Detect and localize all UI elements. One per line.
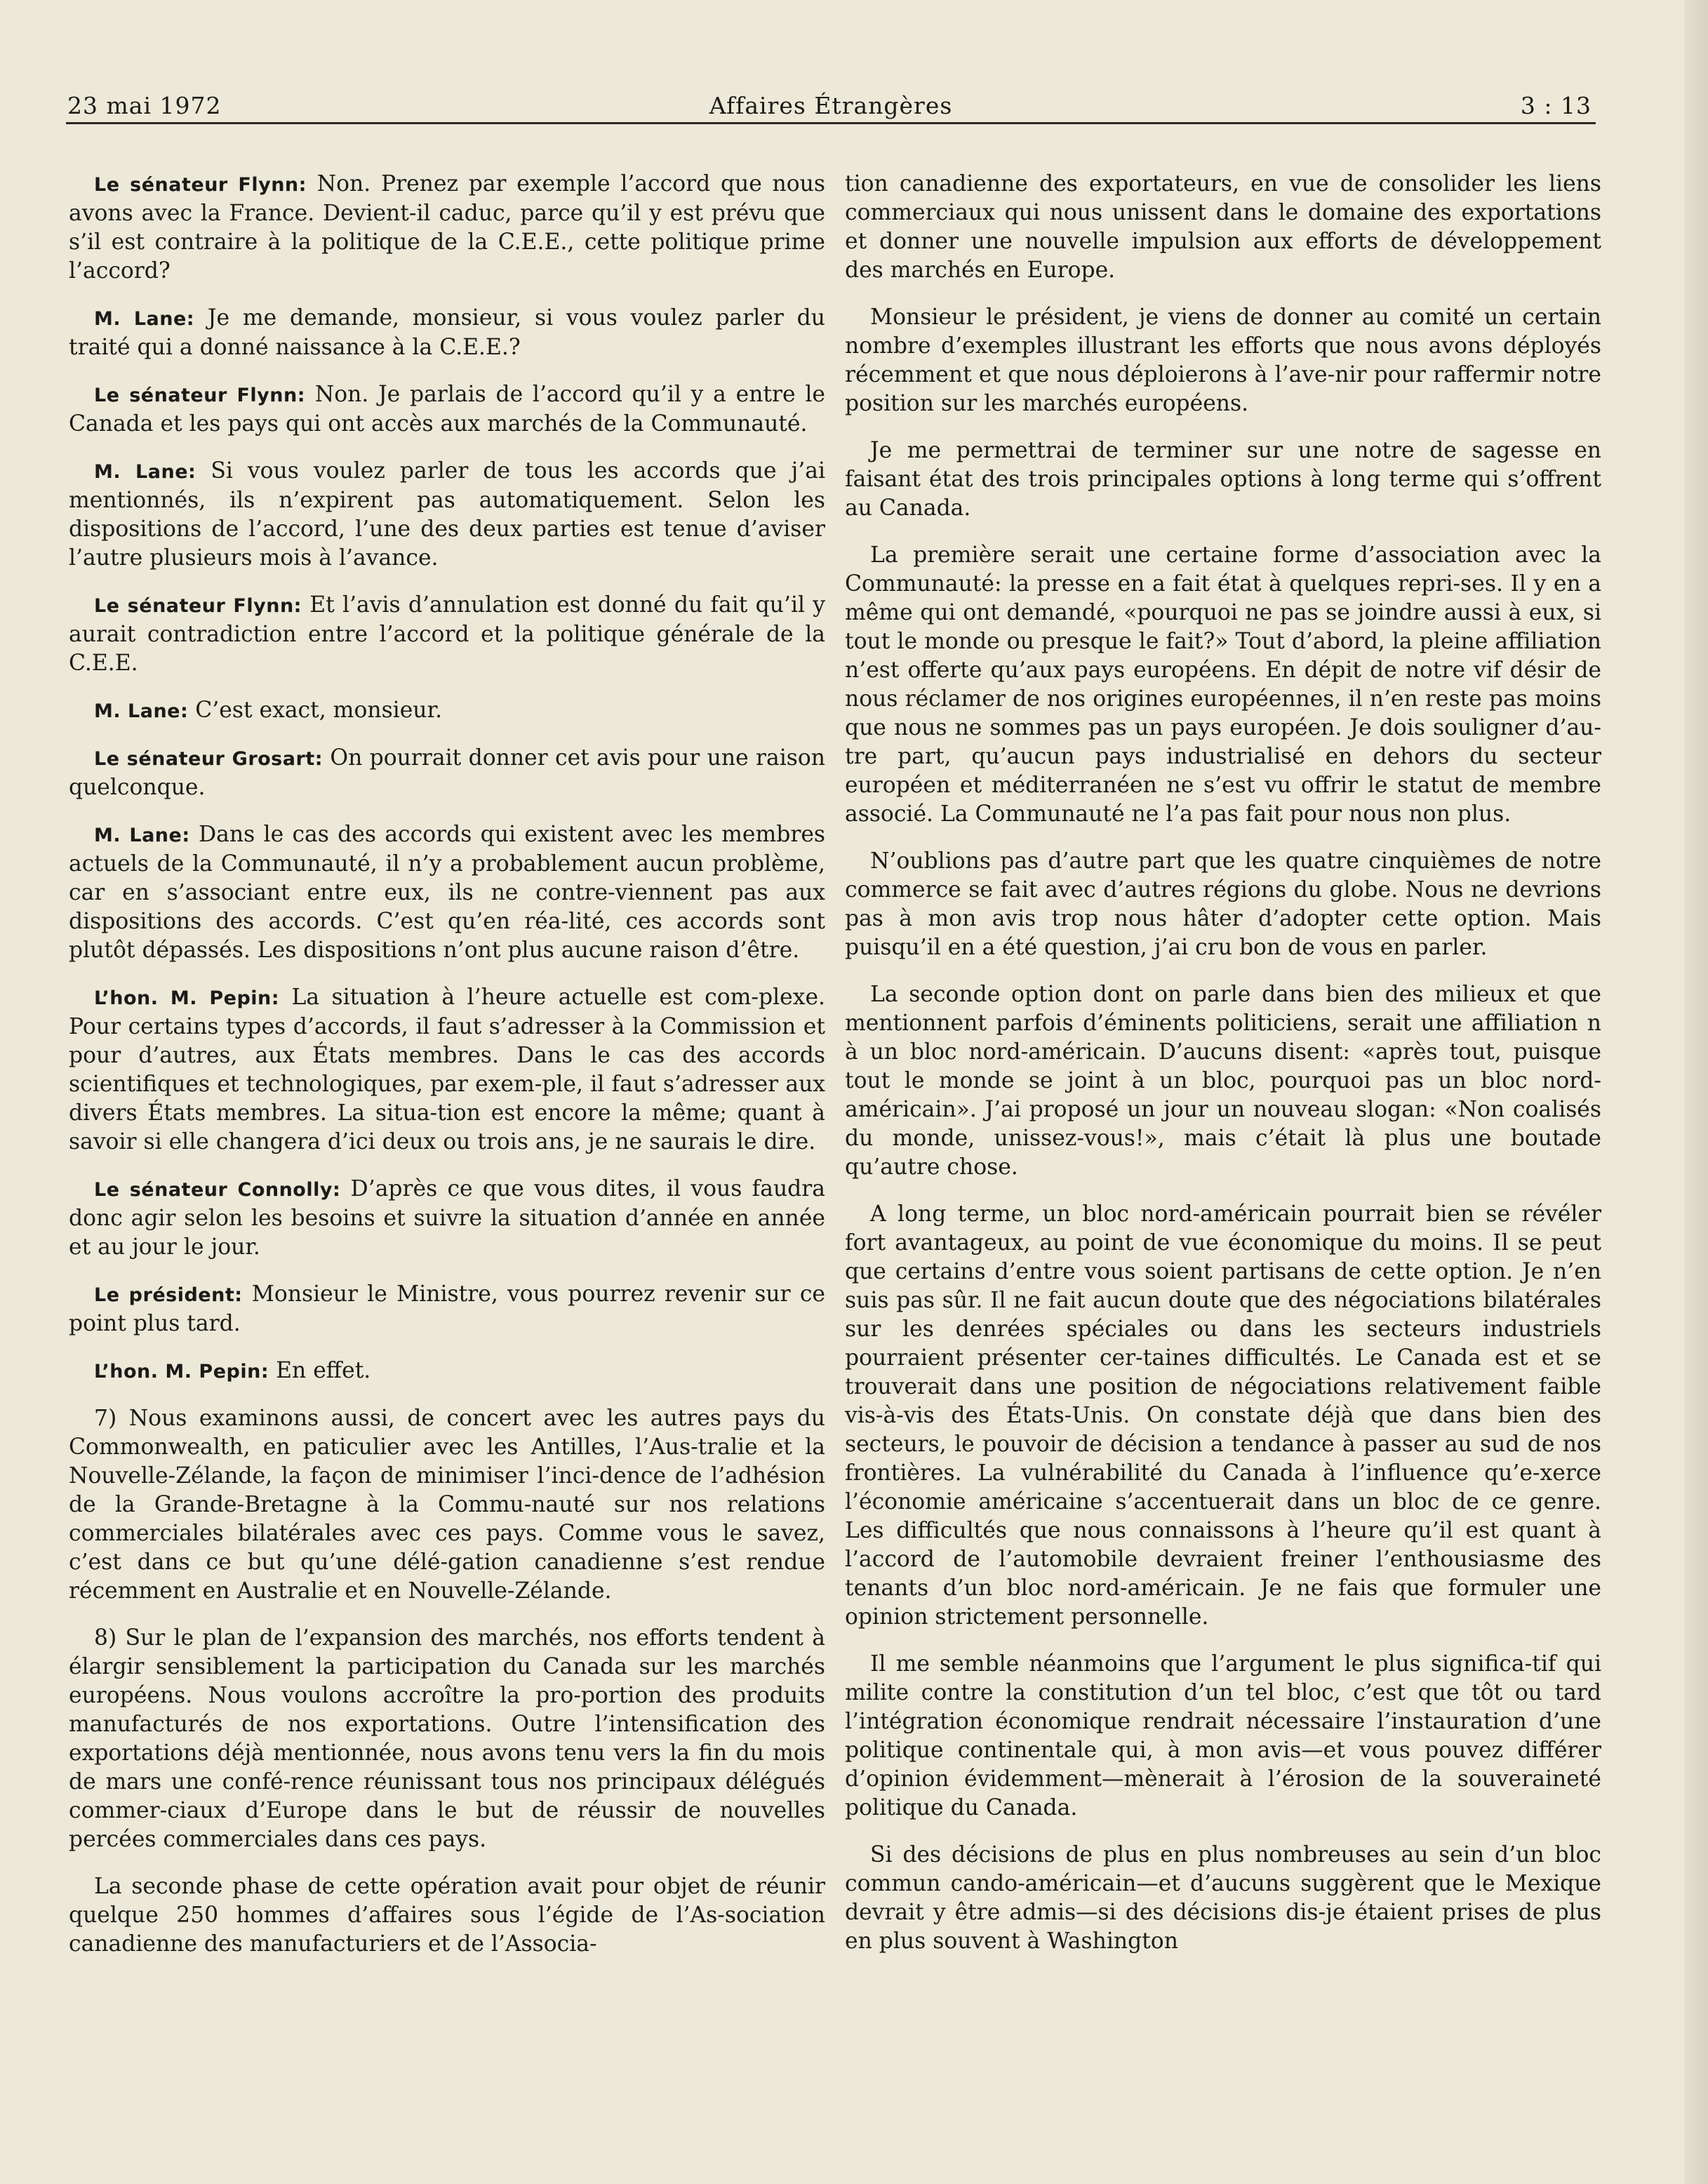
paragraph-text: A long terme, un bloc nord-américain pourrait bien se révéler fort avantageux, au point de vue économique du moins. Il se peut que certains d’entre vous soient partisans de cette option. Je n’en suis pas sûr. Il ne fait aucun doute que des négociations bilatérales sur les denrées spéciales ou dans les secteurs industriels pourraient présenter cer-taines difficultés. Le Canada est et se trouverait dans une position de négociations relativement faible vis-à-vis des États-Unis. On constate déjà que dans bien des secteurs, le pouvoir de décision a tendance à passer au sud de nos frontières. La vulnérabilité du Canada à l’influence qu’e-xerce l’économie américaine s’accentuerait dans un bloc de ce genre. Les difficultés que nous connaissons à l’heure qu’il est quant à l’accord de l’automobile devraient freiner l’enthousiasme des tenants d’un bloc nord-américain. Je ne fais que formuler une opinion strictement personnelle. bbox=[845, 1201, 1601, 1630]
paragraph-text: Monsieur le président, je viens de donner au comité un certain nombre d’exemples illustrant les efforts que nous avons déployés récemment et que nous déploierons à l’ave-nir pour raffermir notre position sur les marchés européens. bbox=[845, 305, 1601, 416]
running-header bbox=[66, 88, 1596, 124]
paragraph bbox=[845, 847, 1601, 962]
paragraph-text: Si des décisions de plus en plus nombreuses au sein d’un bloc commun cando-américain—et d’aucuns suggèrent que le Mexique devrait y être admis—si des décisions dis-je étaient prises de plus en plus souvent à Washington bbox=[845, 1842, 1601, 1954]
paragraph bbox=[69, 696, 825, 726]
speaker-name: Le sénateur Flynn: bbox=[94, 595, 302, 617]
paragraph bbox=[845, 437, 1601, 523]
paragraph-text: 7) Nous examinons aussi, de concert avec les autres pays du Commonwealth, en paticulier avec les Antilles, l’Aus-tralie et la Nouvelle-Zélande, la façon de minimiser l’inci-dence de l’adhésion de la Grande-Bretagne à la Commu-nauté sur nos relations commerciales bilatérales avec ces pays. Comme vous le savez, c’est dans ce but qu’une délé-gation canadienne s’est rendue récemment en Australie et en Nouvelle-Zélande. bbox=[69, 1406, 825, 1604]
paragraph bbox=[69, 457, 825, 573]
header-date: 23 mai 1972 bbox=[67, 92, 222, 119]
paragraph bbox=[69, 1404, 825, 1606]
paragraph-text: Dans le cas des accords qui existent avec les membres actuels de la Communauté, il n’y a probablement aucun problème, car en s’associant entre eux, ils ne contre-viennent pas aux dispositions des accords. C’est qu’en réa-lité, ces accords sont plutôt dépassés. Les dispositions n’ont plus aucune raison d’être. bbox=[69, 822, 826, 963]
paragraph bbox=[845, 1841, 1601, 1956]
paragraph-text: 8) Sur le plan de l’expansion des marchés, nos efforts tendent à élargir sensiblement la participation du Canada sur les marchés européens. Nous voulons accroître la pro-portion des produits manufacturés de nos exportations. Outre l’intensification des exportations déjà mentionnée, nous avons tenu vers la fin du mois de mars une confé-rence réunissant tous nos principaux délégués commer-ciaux d’Europe dans le but de réussir de nouvelles percées commerciales dans ces pays. bbox=[69, 1625, 825, 1852]
paragraph-text: On pourrait donner cet avis pour une raison quelconque. bbox=[69, 745, 825, 800]
paragraph bbox=[69, 744, 825, 802]
page-edge-shadow bbox=[1684, 0, 1708, 2184]
paragraph-text: En effet. bbox=[276, 1358, 371, 1383]
paragraph bbox=[845, 980, 1601, 1182]
speaker-name: Le sénateur Flynn: bbox=[94, 385, 305, 406]
speaker-name: M. Lane: bbox=[94, 700, 189, 722]
speaker-name: M. Lane: bbox=[94, 825, 190, 846]
paragraph bbox=[69, 304, 825, 362]
paragraph bbox=[69, 1175, 825, 1262]
paragraph-text: Je me demande, monsieur, si vous voulez parler du traité qui a donné naissance à la C.E.E.? bbox=[69, 305, 825, 360]
paragraph-text: N’oublions pas d’autre part que les quatre cinquièmes de notre commerce se fait avec d’autres régions du globe. Nous ne devrions pas à mon avis trop nous hâter d’adopter cette option. Mais puisqu’il en a été question, j’ai cru bon de vous en parler. bbox=[845, 848, 1601, 960]
speaker-name: L’hon. M. Pepin: bbox=[94, 1361, 269, 1383]
paragraph-text: Je me permettrai de terminer sur une notre de sagesse en faisant état des trois principales options à long terme qui s’offrent au Canada. bbox=[845, 438, 1601, 521]
paragraph bbox=[845, 170, 1601, 285]
paragraph bbox=[845, 1650, 1601, 1823]
paragraph-text: D’après ce que vous dites, il vous faudra donc agir selon les besoins et suivre la situation d’année en année et au jour le jour. bbox=[69, 1176, 825, 1260]
paragraph bbox=[69, 1872, 825, 1959]
paragraph-text: Non. Je parlais de l’accord qu’il y a entre le Canada et les pays qui ont accès aux marchés de la Communauté. bbox=[69, 382, 826, 437]
speaker-name: Le sénateur Flynn: bbox=[94, 174, 307, 196]
paragraph-text: Non. Prenez par exemple l’accord que nous avons avec la France. Devient-il caduc, parce qu’il y est prévu que s’il est contraire à la politique de la C.E.E., cette politique prime l’accord? bbox=[69, 171, 825, 284]
speaker-name: M. Lane: bbox=[94, 308, 195, 330]
paragraph bbox=[845, 1200, 1601, 1632]
paragraph bbox=[69, 983, 825, 1157]
speaker-name: Le sénateur Connolly: bbox=[94, 1179, 341, 1201]
speaker-name: Le sénateur Grosart: bbox=[94, 748, 323, 770]
paragraph bbox=[69, 820, 825, 965]
paragraph-text: Si vous voulez parler de tous les accords que j’ai mentionnés, ils n’expirent pas automatiquement. Selon les dispositions de l’accord, l’une des deux parties est tenue d’aviser l’autre plusieurs mois à l’avance. bbox=[69, 458, 825, 571]
paragraph-text: Il me semble néanmoins que l’argument le plus significa-tif qui milite contre la constitution d’un tel bloc, c’est que tôt ou tard l’intégration économique rendrait nécessaire l’instauration d’une politique continentale qui, à mon avis—et vous pouvez différer d’opinion évidemment—mènerait à l’érosion de la souveraineté politique du Canada. bbox=[845, 1651, 1601, 1820]
paragraph bbox=[845, 303, 1601, 418]
left-column bbox=[69, 170, 825, 1977]
paragraph-text: Et l’avis d’annulation est donné du fait qu’il y aurait contradiction entre l’accord et la politique générale de la C.E.E. bbox=[69, 592, 826, 676]
paragraph-text: La seconde phase de cette opération avait pour objet de réunir quelque 250 hommes d’affaires sous l’égide de l’As-sociation canadienne des manufacturiers et de l’Associa- bbox=[69, 1874, 825, 1957]
paragraph bbox=[69, 1280, 825, 1338]
paragraph-text: La seconde option dont on parle dans bien des milieux et que mentionnent parfois d’éminents politiciens, serait une affiliation n à un bloc nord-américain. D’aucuns disent: «après tout, puisque tout le monde se joint à un bloc, pourquoi pas un bloc nord-américain». J’ai proposé un jour un nouveau slogan: «Non coalisés du monde, unissez-vous!», mais c’était là plus une boutade qu’autre chose. bbox=[845, 982, 1601, 1180]
paragraph bbox=[69, 1357, 825, 1386]
paragraph bbox=[69, 591, 825, 678]
paragraph-text: tion canadienne des exportateurs, en vue de consolider les liens commerciaux qui nous unissent dans le domaine des exportations et donner une nouvelle impulsion aux efforts de développement des marchés en Europe. bbox=[845, 171, 1601, 283]
paragraph bbox=[69, 170, 825, 286]
paragraph bbox=[845, 541, 1601, 829]
paragraph-text: C’est exact, monsieur. bbox=[195, 698, 443, 723]
paragraph-text: Monsieur le Ministre, vous pourrez revenir sur ce point plus tard. bbox=[69, 1281, 825, 1336]
paragraph-text: La situation à l’heure actuelle est com-plexe. Pour certains types d’accords, il faut s’adresser à la Commission et pour d’autres, aux États membres. Dans le cas des accords scientifiques et technologiques, par exem-ple, il faut s’adresser aux divers États membres. La situa-tion est encore la même; quant à savoir si elle changera d’ici deux ou trois ans, je ne saurais le dire. bbox=[69, 985, 825, 1154]
paragraph-text: La première serait une certaine forme d’association avec la Communauté: la presse en a fait état à quelques repri-ses. Il y en a même qui ont demandé, «pourquoi ne pas se joindre aussi à eux, si tout le monde ou presque le fait?» Tout d’abord, la pleine affiliation n’est offerte qu’aux pays européens. En dépit de notre vif désir de nous réclamer de nos origines européennes, il n’en reste pas moins que nous ne sommes pas un pays européen. Je dois souligner d’au-tre part, qu’aucun pays industrialisé en dehors du secteur européen et méditerranéen ne s’est vu offrir le statut de membre associé. La Communauté ne l’a pas fait pour nous non plus. bbox=[845, 542, 1601, 827]
header-title: Affaires Étrangères bbox=[709, 92, 953, 119]
speaker-name: L’hon. M. Pepin: bbox=[94, 987, 280, 1009]
speaker-name: Le président: bbox=[94, 1284, 243, 1306]
paragraph bbox=[69, 380, 825, 439]
header-page-number: 3 : 13 bbox=[1520, 92, 1592, 119]
paragraph bbox=[69, 1624, 825, 1854]
right-column bbox=[845, 170, 1601, 1974]
speaker-name: M. Lane: bbox=[94, 461, 196, 483]
